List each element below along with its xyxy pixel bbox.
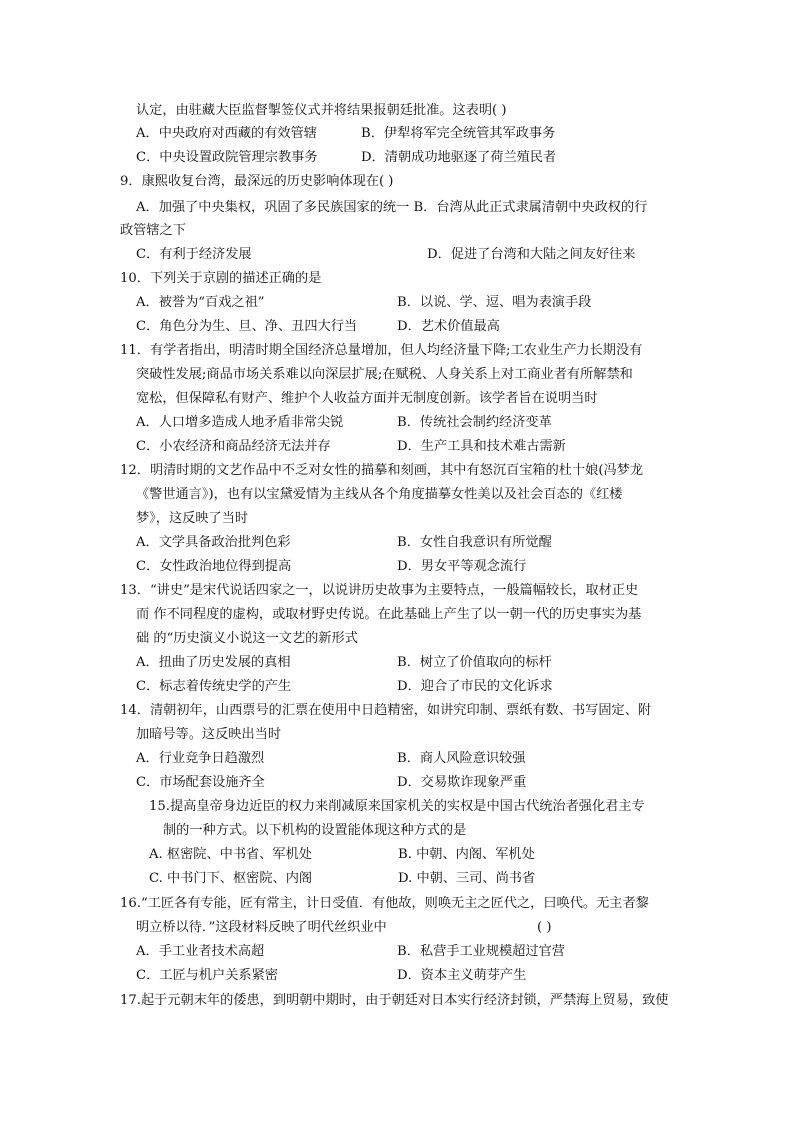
q11-stem-line2: 突破性发展;商品市场关系难以向深层扩展;在赋税、人身关系上对工商业者有所解禁和 xyxy=(136,367,633,382)
q15-option-c: C. 中书门下、枢密院、内阁 xyxy=(149,871,313,886)
q9-stem: 9．康熙收复台湾，最深远的历史影响体现在( ) xyxy=(120,174,394,189)
q10-option-d: D．艺术价值最高 xyxy=(397,319,500,334)
q12-option-d: D．男女平等观念流行 xyxy=(397,559,527,574)
q8-option-d: D．清朝成功地驱逐了荷兰殖民者 xyxy=(361,150,557,165)
q11-option-d: D．生产工具和技术难古需新 xyxy=(397,439,566,454)
q11-option-c: C．小农经济和商品经济无法并存 xyxy=(136,439,331,454)
q8-option-b: B．伊犁将军完全统管其军政事务 xyxy=(361,126,556,141)
q9-option-c: C．有利于经济发展 xyxy=(136,247,252,262)
q14-option-d: D．交易欺诈现象严重 xyxy=(397,775,527,790)
q14-option-b: B．商人风险意识较强 xyxy=(397,751,526,766)
q11-stem-line3: 宽松，但保障私有财产、维护个人收益方面并无制度创新。该学者旨在说明当时 xyxy=(136,391,598,406)
q14-stem-line1: 14．清朝初年，山西票号的汇票在使用中日趋精密，如讲究印制、票纸有数、书写固定、附 xyxy=(120,703,652,718)
q12-option-c: C．女性政治地位得到提高 xyxy=(136,559,292,574)
q13-option-b: B．树立了价值取向的标杆 xyxy=(397,655,552,670)
q9-option-d: D．促进了台湾和大陆之间友好往来 xyxy=(427,247,636,262)
q15-stem-line1: 15.提高皇帝身边近臣的权力来削减原来国家机关的实权是中国古代统治者强化君主专 xyxy=(149,799,645,814)
q16-stem-line1: 16.“工匠各有专能，匠有常主，计日受值．有他故，则唤无主之匠代之，曰唤代。无主者黎 xyxy=(120,896,649,911)
q16-option-a: A．手工业者技术高超 xyxy=(136,944,265,959)
q14-stem-line2: 加暗号等。这反映出当时 xyxy=(136,727,282,742)
q11-option-a: A．人口增多造成人地矛盾非常尖锐 xyxy=(136,415,344,430)
q9-option-a-line1: A．加强了中央集权，巩固了多民族国家的统一 B．台湾从此正式隶属清朝中央政权的行 xyxy=(136,200,648,215)
q13-stem-line3: 础 的“历史演义小说这一文艺的新形式 xyxy=(136,631,358,646)
q8-option-a: A．中央政府对西藏的有效管辖 xyxy=(136,126,317,141)
q10-option-b: B．以说、学、逗、唱为表演手段 xyxy=(397,295,592,310)
q13-option-d: D．迎合了市民的文化诉求 xyxy=(397,679,553,694)
q15-option-d: D. 中朝、三司、尚书省 xyxy=(398,871,536,886)
q8-option-c: C．中央设置政院管理宗教事务 xyxy=(136,150,318,165)
q8-stem-continuation: 认定，由驻藏大臣监督掣签仪式并将结果报朝廷批准。这表明( ) xyxy=(136,103,507,118)
q13-option-a: A．扭曲了历史发展的真相 xyxy=(136,655,291,670)
q12-stem-line2: 《警世通言》)，也有以宝黛爱情为主线从各个角度描摹女性美以及社会百态的《红楼 xyxy=(136,487,623,502)
q11-stem-line1: 11．有学者指出，明清时期全国经济总量增加，但人均经济量下降;工农业生产力长期没有 xyxy=(120,343,643,358)
q10-stem: 10．下列关于京剧的描述正确的是 xyxy=(120,271,322,286)
q14-option-a: A．行业竞争日趋激烈 xyxy=(136,751,265,766)
q15-option-b: B. 中朝、内阁、军机处 xyxy=(398,847,535,862)
q10-option-a: A．被誉为“百戏之祖” xyxy=(136,295,265,310)
q13-stem-line2: 而 作不同程度的虚构，或取材野史传说。在此基础上产生了以一朝一代的历史事实为基 xyxy=(136,607,642,622)
q16-answer-paren: ( ) xyxy=(537,920,552,935)
q10-option-c: C．角色分为生、旦、净、丑四大行当 xyxy=(136,319,358,334)
q9-option-a-line2: 政管辖之下 xyxy=(120,223,186,238)
q16-option-d: D．资本主义萌芽产生 xyxy=(397,968,527,983)
q15-stem-line2: 制的一种方式。以下机构的设置能体现这种方式的是 xyxy=(163,823,467,838)
q13-option-c: C．标志着传统史学的产生 xyxy=(136,679,292,694)
q12-option-b: B．女性自我意识有所觉醒 xyxy=(397,535,552,550)
q16-stem-line2: 明立桥以待．”这段材料反映了明代丝织业中 xyxy=(136,920,387,935)
q12-stem-line1: 12．明清时期的文艺作品中不乏对女性的描摹和刻画，其中有怒沉百宝箱的杜十娘(冯梦龙 xyxy=(120,463,644,478)
q14-option-c: C．市场配套设施齐全 xyxy=(136,775,265,790)
q16-option-c: C．工匠与机户关系紧密 xyxy=(136,968,278,983)
q17-stem-line1: 17.起于元朝末年的倭患，到明朝中期时，由于朝廷对日本实行经济封锁，严禁海上贸易，致使 xyxy=(120,993,669,1008)
q12-stem-line3: 梦》，这反映了当时 xyxy=(136,511,249,526)
q15-option-a: A. 枢密院、中书省、军机处 xyxy=(149,847,312,862)
q13-stem-line1: 13．“讲史”是宋代说话四家之一，以说讲历史故事为主要特点，一般篇幅较长，取材正史 xyxy=(120,583,639,598)
q12-option-a: A．文学具备政治批判色彩 xyxy=(136,535,291,550)
q16-option-b: B．私营手工业规模超过官营 xyxy=(397,944,565,959)
q11-option-b: B．传统社会制约经济变革 xyxy=(397,415,552,430)
